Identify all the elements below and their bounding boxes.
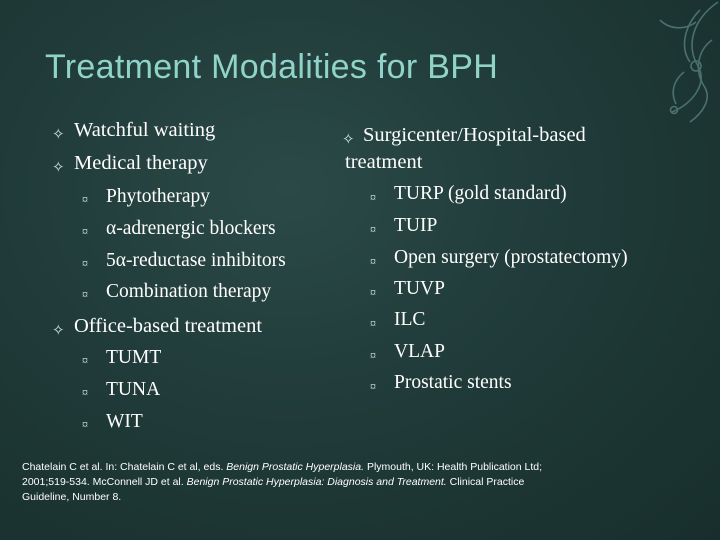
sub-bullet-icon: ¤: [82, 287, 88, 301]
sub-bullet-icon: ¤: [82, 256, 88, 270]
sub-bullet-icon: ¤: [82, 192, 88, 206]
sub-bullet-icon: ¤: [82, 353, 88, 367]
sub-bullet-icon: ¤: [370, 190, 376, 204]
list-item: α-adrenergic blockers: [106, 218, 276, 239]
watchful-waiting: Watchful waiting: [74, 119, 216, 141]
sub-bullet-icon: ¤: [82, 385, 88, 399]
list-item: TUMT: [106, 347, 162, 368]
list-item: Combination therapy: [106, 281, 272, 302]
sub-bullet-icon: ¤: [370, 348, 376, 362]
diamond-bullet-icon: ✧: [52, 127, 65, 143]
slide-title: Treatment Modalities for BPH: [45, 48, 499, 86]
diamond-bullet-icon: ✧: [342, 132, 355, 148]
citation-text: Chatelain C et al. In: Chatelain C et al, eds.: [22, 461, 227, 473]
list-item: Phytotherapy: [106, 186, 210, 207]
sub-bullet-icon: ¤: [370, 316, 376, 330]
list-item: 5α-reductase inhibitors: [106, 250, 286, 271]
citation-title: Benign Prostatic Hyperplasia: Diagnosis and Treatment.: [186, 476, 447, 488]
sub-bullet-icon: ¤: [370, 285, 376, 299]
list-item: Open surgery (prostatectomy): [394, 247, 628, 268]
list-item: VLAP: [394, 341, 445, 362]
surgicenter-line2: treatment: [345, 151, 423, 173]
citation: [22, 460, 562, 505]
list-item: TURP (gold standard): [394, 183, 567, 204]
citation-text: Plymouth, UK: Health Publication Ltd; 2001;519-534. McConnell JD et al.: [22, 461, 543, 488]
list-item: TUNA: [106, 379, 161, 400]
list-item: TUIP: [394, 215, 438, 236]
list-item: ILC: [394, 309, 426, 330]
office-based-treatment: Office-based treatment: [74, 315, 263, 337]
list-item: Prostatic stents: [394, 372, 512, 393]
diamond-bullet-icon: ✧: [52, 160, 65, 176]
medical-therapy: Medical therapy: [74, 152, 208, 174]
sub-bullet-icon: ¤: [370, 254, 376, 268]
surgicenter-line1: Surgicenter/Hospital-based: [363, 124, 586, 146]
sub-bullet-icon: ¤: [82, 417, 88, 431]
list-item: TUVP: [394, 278, 445, 299]
diamond-bullet-icon: ✧: [52, 323, 65, 339]
list-item: WIT: [106, 411, 143, 432]
corner-flourish: [600, 0, 720, 130]
citation-text: Clinical Practice Guideline, Number 8.: [22, 476, 525, 503]
sub-bullet-icon: ¤: [370, 222, 376, 236]
citation-title: Benign Prostatic Hyperplasia.: [226, 461, 365, 473]
sub-bullet-icon: ¤: [82, 224, 88, 238]
sub-bullet-icon: ¤: [370, 379, 376, 393]
